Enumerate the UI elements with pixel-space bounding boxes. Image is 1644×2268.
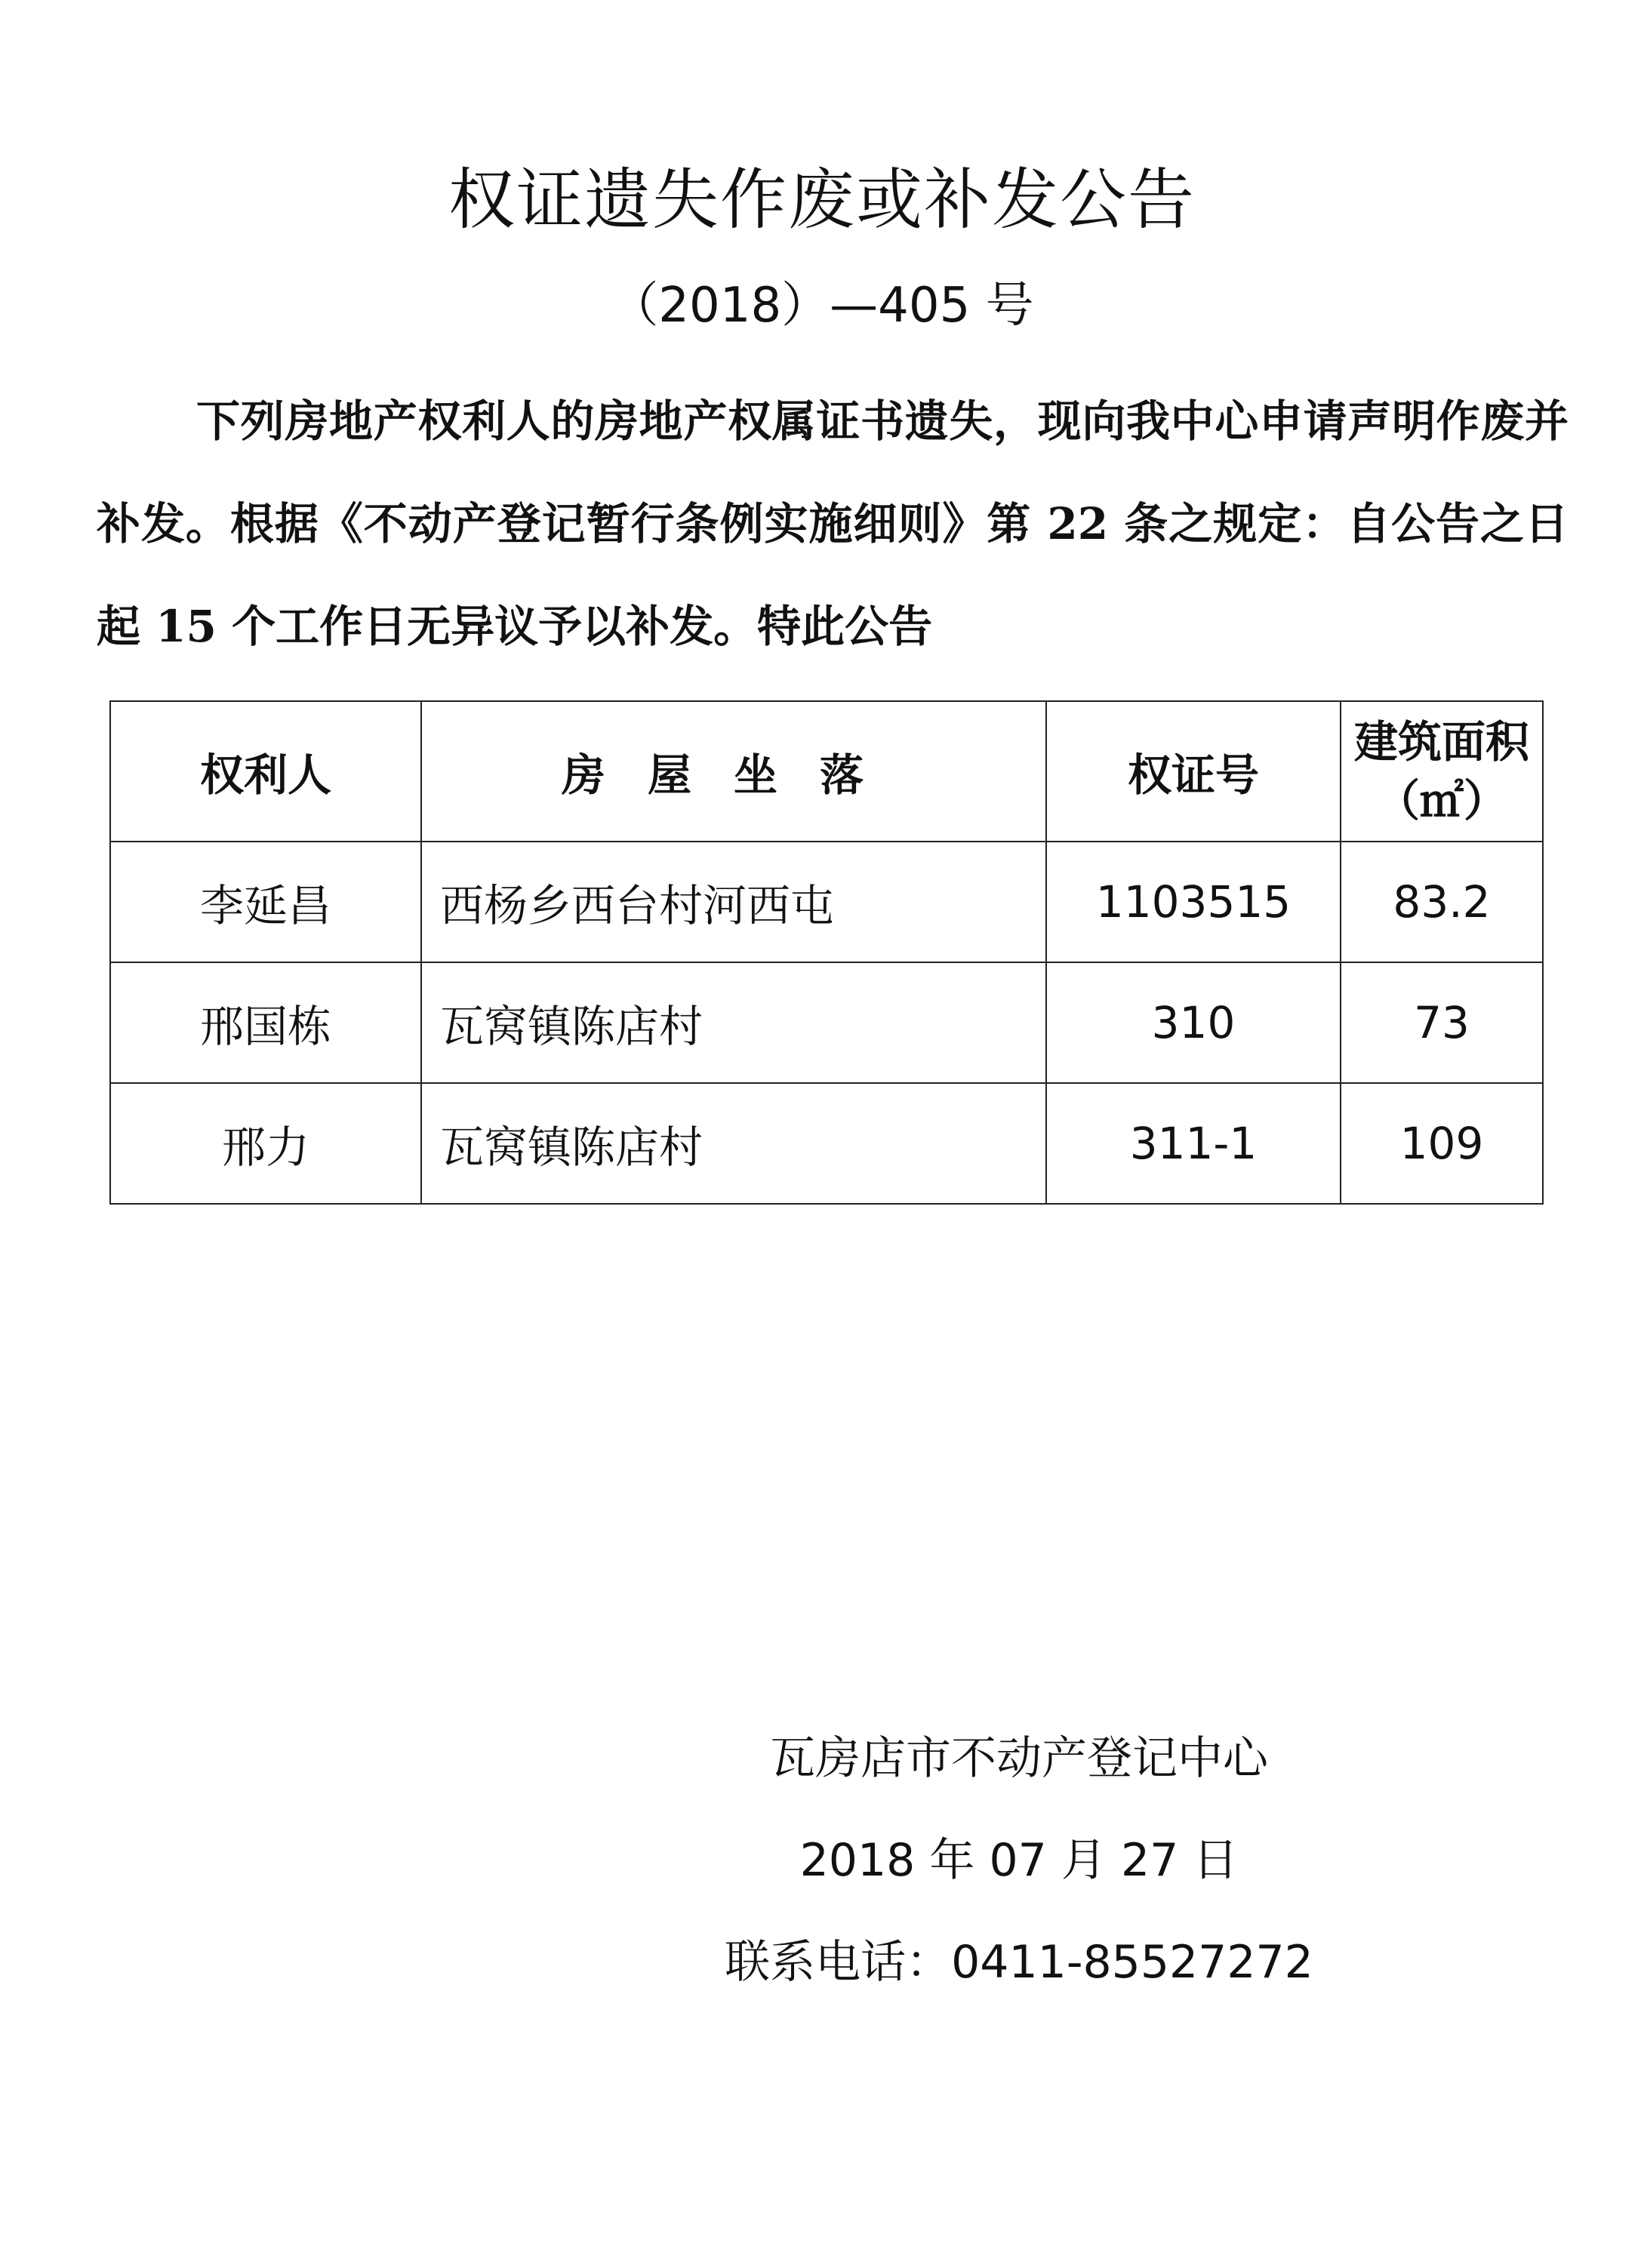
lost-certificate-table — [109, 700, 1544, 1205]
cert-number-cell: 1103515 — [1046, 842, 1341, 962]
table-row — [110, 962, 1543, 1083]
owner-cell: 邢国栋 — [110, 962, 421, 1083]
location-cell: 瓦窝镇陈店村 — [421, 1083, 1046, 1204]
table-header-row — [110, 701, 1543, 842]
header-area — [1341, 701, 1543, 842]
header-cert-number: 权证号 — [1046, 701, 1341, 842]
notice-title: 权证遗失作废或补发公告 — [448, 161, 1196, 238]
issuing-organization: 瓦房店市不动产登记中心 — [770, 1732, 1268, 1785]
location-cell: 西杨乡西台村河西屯 — [421, 842, 1046, 962]
owner-cell: 邢力 — [110, 1083, 421, 1204]
location-cell: 瓦窝镇陈店村 — [421, 962, 1046, 1083]
cert-number-cell: 310 — [1046, 962, 1341, 1083]
area-cell: 83.2 — [1341, 842, 1543, 962]
table-row — [110, 842, 1543, 962]
header-owner: 权利人 — [110, 701, 421, 842]
header-location: 房屋坐落 — [421, 701, 1046, 842]
issue-date: 2018 年 07 月 27 日 — [799, 1834, 1239, 1887]
document-number: （2018）—405 号 — [610, 278, 1034, 334]
notice-body: 下列房地产权利人的房地产权属证书遗失，现向我中心申请声明作废并补发。根据《不动产登记暂行条例实施细则》第 22 条之规定：自公告之日起 15 个工作日无异议予以补发。特此公告 — [97, 395, 1569, 652]
cert-number-cell: 311-1 — [1046, 1083, 1341, 1204]
header-area-label: 建筑面积 — [1353, 716, 1529, 768]
area-cell: 109 — [1341, 1083, 1543, 1204]
table-row — [110, 1083, 1543, 1204]
owner-cell: 李延昌 — [110, 842, 421, 962]
contact-phone: 联系电话：0411-85527272 — [725, 1936, 1313, 1989]
area-cell: 73 — [1341, 962, 1543, 1083]
header-area-unit: （㎡） — [1375, 775, 1507, 826]
